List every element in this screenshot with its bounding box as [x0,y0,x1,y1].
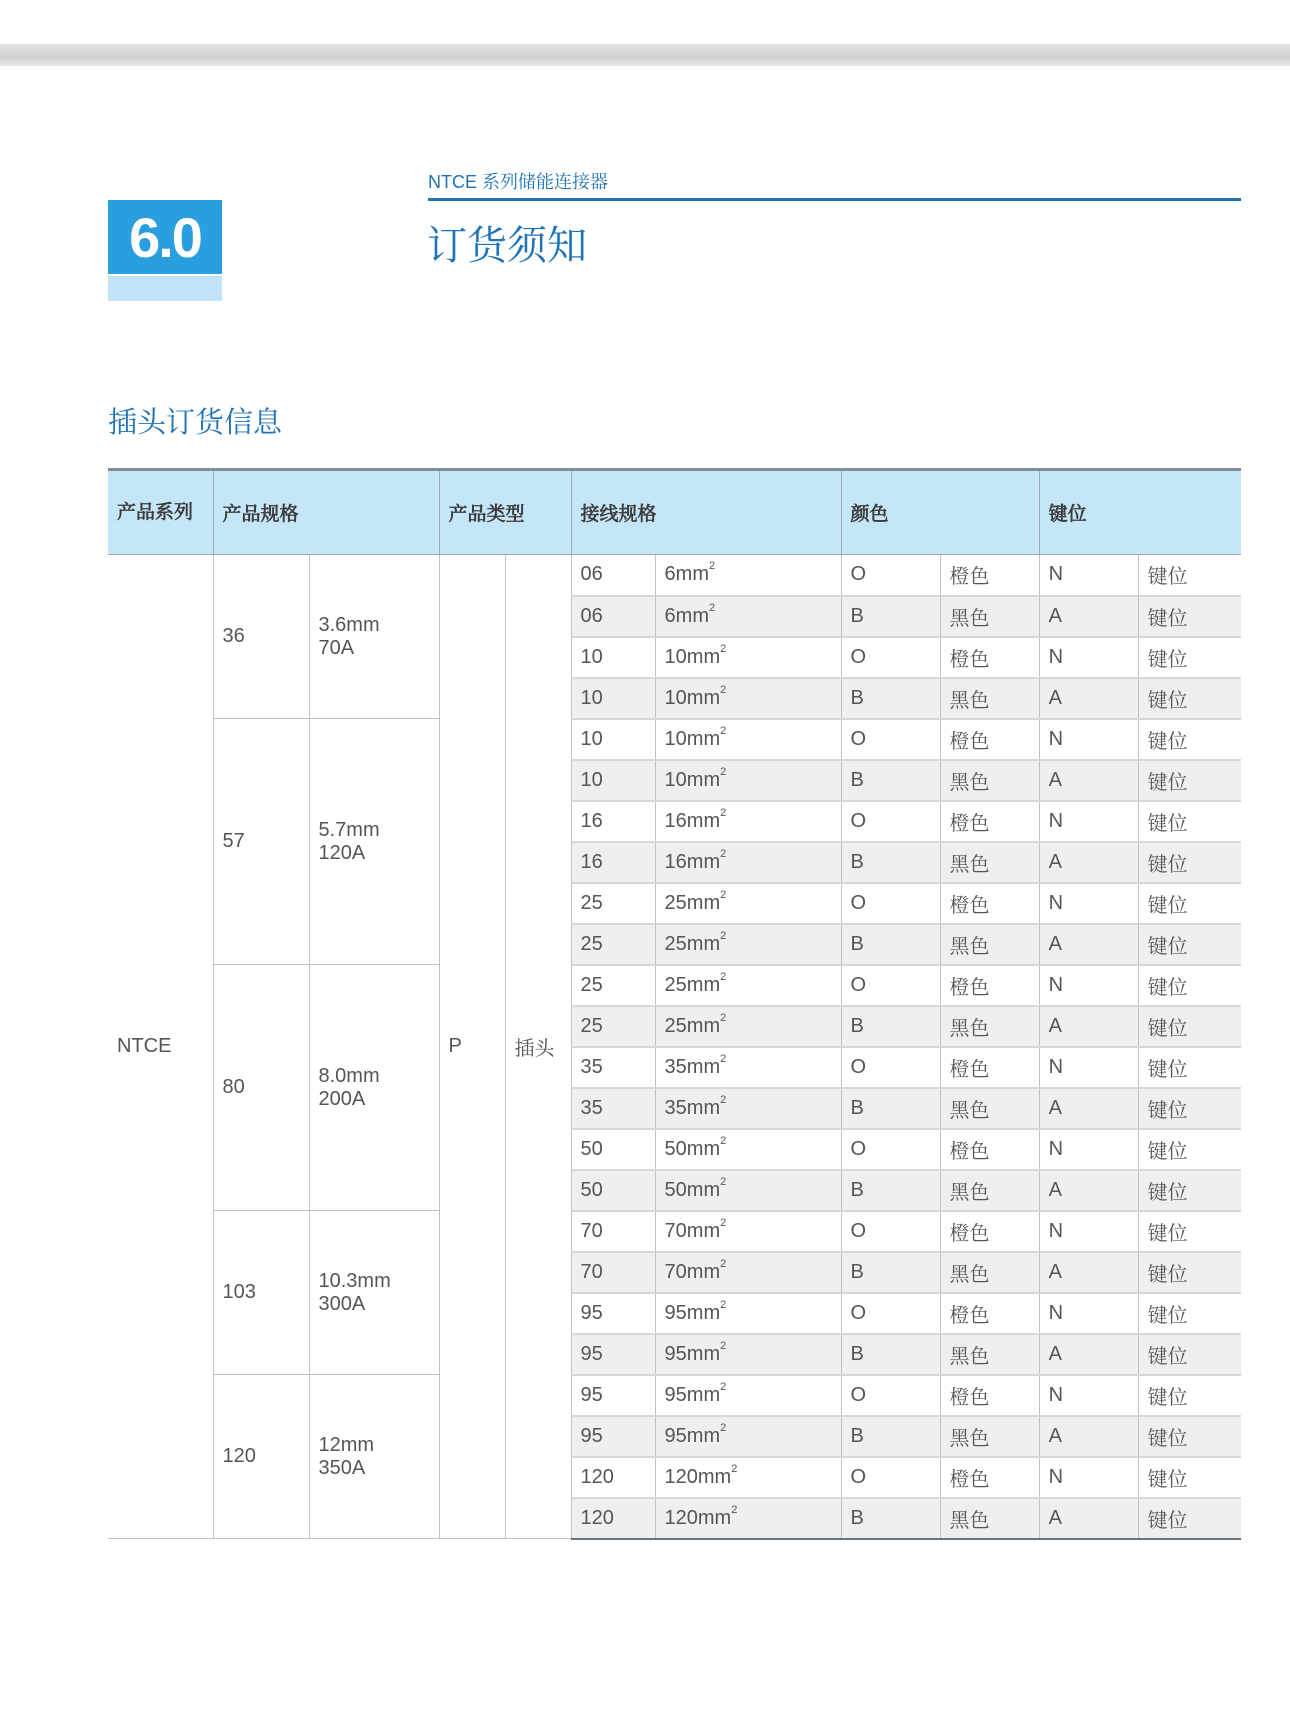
wire-code-cell: 10 [571,637,655,678]
key-code-cell: N [1039,883,1138,924]
key-name-cell: 键位 [1138,760,1241,801]
wire-code-cell: 95 [571,1375,655,1416]
key-code-cell: A [1039,678,1138,719]
badge-accent-strip [108,276,222,301]
key-code-cell: N [1039,1375,1138,1416]
wire-spec-superscript: 2 [720,1298,727,1311]
wire-spec-value: 70mm [664,1260,721,1283]
wire-code-cell: 35 [571,1047,655,1088]
wire-spec-value: 16mm [664,809,721,832]
wire-spec-superscript: 2 [720,1339,727,1352]
wire-code-cell: 120 [571,1498,655,1539]
wire-spec-cell [655,1375,841,1416]
color-name-cell: 橙色 [940,1211,1039,1252]
header-spec: 产品规格 [213,470,439,555]
key-name-cell: 键位 [1138,1334,1241,1375]
wire-spec-superscript: 2 [720,1380,727,1393]
spec-size: 3.6mm [318,613,380,636]
table-row [108,965,1241,1006]
wire-code-cell: 95 [571,1334,655,1375]
table-row [108,555,1241,596]
key-name-cell: 键位 [1138,555,1241,596]
wire-spec-superscript: 2 [720,1175,727,1188]
color-code-cell: B [841,678,940,719]
color-code-cell: B [841,760,940,801]
wire-spec-superscript: 2 [720,806,727,819]
wire-spec-value: 10mm [664,768,721,791]
wire-spec-cell [655,965,841,1006]
table-row [108,719,1241,760]
wire-spec-cell [655,1334,841,1375]
color-code-cell: B [841,1088,940,1129]
key-name-cell: 键位 [1138,596,1241,637]
spec-detail-cell [309,1211,439,1375]
key-code-cell: A [1039,1252,1138,1293]
wire-spec-cell [655,1252,841,1293]
color-code-cell: O [841,637,940,678]
spec-code-cell: 57 [213,719,309,965]
key-code-cell: A [1039,1088,1138,1129]
color-name-cell: 黑色 [940,1170,1039,1211]
color-code-cell: B [841,1334,940,1375]
wire-spec-superscript: 2 [720,888,727,901]
key-code-cell: N [1039,965,1138,1006]
key-name-cell: 键位 [1138,1129,1241,1170]
wire-code-cell: 50 [571,1129,655,1170]
key-name-cell: 键位 [1138,1457,1241,1498]
spec-detail-cell [309,1375,439,1539]
wire-code-cell: 25 [571,1006,655,1047]
key-code-cell: A [1039,1006,1138,1047]
key-name-cell: 键位 [1138,1252,1241,1293]
key-code-cell: N [1039,1129,1138,1170]
wire-code-cell: 06 [571,596,655,637]
wire-spec-cell [655,760,841,801]
wire-spec-superscript: 2 [731,1503,738,1516]
key-name-cell: 键位 [1138,678,1241,719]
wire-spec-cell [655,555,841,596]
series-cell: NTCE [108,555,213,1539]
color-name-cell: 橙色 [940,1047,1039,1088]
color-name-cell: 黑色 [940,1416,1039,1457]
wire-spec-superscript: 2 [720,1011,727,1024]
color-code-cell: O [841,883,940,924]
wire-code-cell: 95 [571,1293,655,1334]
spec-code-cell: 103 [213,1211,309,1375]
key-code-cell: N [1039,1293,1138,1334]
color-code-cell: B [841,1498,940,1539]
wire-code-cell: 10 [571,719,655,760]
color-name-cell: 黑色 [940,678,1039,719]
wire-spec-superscript: 2 [720,724,727,737]
spec-size: 12mm [318,1433,375,1456]
color-code-cell: O [841,965,940,1006]
color-code-cell: B [841,596,940,637]
wire-spec-value: 25mm [664,891,721,914]
wire-spec-value: 10mm [664,645,721,668]
color-code-cell: B [841,924,940,965]
wire-spec-cell [655,1457,841,1498]
section-title: 插头订货信息 [108,407,283,439]
wire-code-cell: 35 [571,1088,655,1129]
color-code-cell: O [841,801,940,842]
wire-code-cell: 10 [571,678,655,719]
color-name-cell: 橙色 [940,1129,1039,1170]
color-name-cell: 橙色 [940,1293,1039,1334]
color-name-cell: 橙色 [940,637,1039,678]
wire-spec-cell [655,842,841,883]
spec-detail-cell [309,555,439,719]
wire-code-cell: 120 [571,1457,655,1498]
color-code-cell: O [841,1293,940,1334]
color-name-cell: 黑色 [940,842,1039,883]
wire-spec-cell [655,1047,841,1088]
color-name-cell: 橙色 [940,801,1039,842]
header-wire: 接线规格 [571,470,841,555]
wire-spec-value: 10mm [664,727,721,750]
wire-spec-cell [655,637,841,678]
wire-spec-value: 50mm [664,1137,721,1160]
spec-detail-cell [309,965,439,1211]
color-name-cell: 黑色 [940,760,1039,801]
color-name-cell: 橙色 [940,965,1039,1006]
wire-spec-superscript: 2 [720,1257,727,1270]
wire-spec-value: 95mm [664,1301,721,1324]
wire-spec-cell [655,883,841,924]
page-title: 订货须知 [427,224,587,268]
wire-spec-superscript: 2 [720,765,727,778]
wire-spec-superscript: 2 [720,642,727,655]
key-code-cell: N [1039,801,1138,842]
wire-spec-superscript: 2 [720,970,727,983]
header-series: 产品系列 [108,470,213,555]
key-name-cell: 键位 [1138,719,1241,760]
wire-spec-cell [655,924,841,965]
color-code-cell: O [841,555,940,596]
wire-spec-value: 35mm [664,1096,721,1119]
section-number-badge: 6.0 [108,200,222,274]
wire-code-cell: 70 [571,1211,655,1252]
spec-code-cell: 120 [213,1375,309,1539]
color-name-cell: 橙色 [940,555,1039,596]
color-name-cell: 橙色 [940,719,1039,760]
color-code-cell: O [841,1457,940,1498]
key-code-cell: N [1039,1457,1138,1498]
wire-code-cell: 70 [571,1252,655,1293]
wire-code-cell: 10 [571,760,655,801]
wire-spec-value: 95mm [664,1424,721,1447]
key-code-cell: A [1039,1416,1138,1457]
table-row [108,1375,1241,1416]
wire-spec-value: 6mm [664,563,709,586]
spec-current: 200A [318,1087,366,1110]
key-code-cell: N [1039,555,1138,596]
color-code-cell: O [841,1375,940,1416]
wire-spec-value: 25mm [664,932,721,955]
wire-spec-superscript: 2 [708,560,716,573]
wire-spec-superscript: 2 [720,1134,727,1147]
wire-spec-cell [655,801,841,842]
color-code-cell: O [841,1129,940,1170]
color-name-cell: 橙色 [940,1375,1039,1416]
key-name-cell: 键位 [1138,1498,1241,1539]
key-name-cell: 键位 [1138,924,1241,965]
wire-spec-value: 25mm [664,973,721,996]
wire-code-cell: 50 [571,1170,655,1211]
color-code-cell: B [841,1170,940,1211]
wire-spec-value: 70mm [664,1219,721,1242]
key-name-cell: 键位 [1138,801,1241,842]
wire-spec-superscript: 2 [720,1093,727,1106]
wire-code-cell: 06 [571,555,655,596]
key-name-cell: 键位 [1138,637,1241,678]
color-code-cell: O [841,719,940,760]
wire-spec-cell [655,1416,841,1457]
key-code-cell: A [1039,596,1138,637]
key-name-cell: 键位 [1138,1006,1241,1047]
color-name-cell: 黑色 [940,1252,1039,1293]
wire-code-cell: 25 [571,965,655,1006]
spec-code-cell: 80 [213,965,309,1211]
key-code-cell: N [1039,637,1138,678]
wire-code-cell: 16 [571,842,655,883]
key-code-cell: A [1039,1498,1138,1539]
color-code-cell: B [841,842,940,883]
color-name-cell: 黑色 [940,924,1039,965]
spec-current: 120A [318,841,366,864]
top-edge-bar [0,44,1290,66]
wire-spec-cell [655,1170,841,1211]
key-code-cell: A [1039,924,1138,965]
header-key: 键位 [1039,470,1241,555]
wire-spec-cell [655,1129,841,1170]
color-code-cell: B [841,1416,940,1457]
wire-spec-superscript: 2 [720,1421,727,1434]
wire-spec-cell [655,1006,841,1047]
key-name-cell: 键位 [1138,1293,1241,1334]
catalog-subtitle: NTCE 系列储能连接器 [428,172,608,192]
color-name-cell: 黑色 [940,1088,1039,1129]
wire-spec-value: 120mm [664,1506,732,1529]
wire-spec-cell [655,1088,841,1129]
key-name-cell: 键位 [1138,1375,1241,1416]
wire-spec-value: 6mm [664,604,709,627]
color-name-cell: 黑色 [940,596,1039,637]
wire-spec-cell [655,678,841,719]
wire-spec-cell [655,1498,841,1539]
key-code-cell: N [1039,719,1138,760]
wire-code-cell: 25 [571,924,655,965]
wire-spec-cell [655,1293,841,1334]
wire-code-cell: 95 [571,1416,655,1457]
wire-spec-superscript: 2 [720,1216,727,1229]
key-name-cell: 键位 [1138,1170,1241,1211]
key-code-cell: A [1039,760,1138,801]
key-name-cell: 键位 [1138,1047,1241,1088]
key-name-cell: 键位 [1138,965,1241,1006]
key-code-cell: N [1039,1211,1138,1252]
spec-current: 70A [318,636,355,659]
wire-code-cell: 25 [571,883,655,924]
wire-spec-cell [655,719,841,760]
key-code-cell: A [1039,1334,1138,1375]
color-code-cell: B [841,1006,940,1047]
color-code-cell: O [841,1047,940,1088]
key-code-cell: A [1039,1170,1138,1211]
wire-spec-superscript: 2 [720,929,727,942]
wire-spec-superscript: 2 [720,1052,727,1065]
wire-spec-value: 25mm [664,1014,721,1037]
wire-spec-value: 95mm [664,1342,721,1365]
wire-spec-value: 50mm [664,1178,721,1201]
key-code-cell: A [1039,842,1138,883]
spec-code-cell: 36 [213,555,309,719]
wire-spec-value: 16mm [664,850,721,873]
spec-current: 350A [318,1456,366,1479]
wire-spec-value: 10mm [664,686,721,709]
key-name-cell: 键位 [1138,1088,1241,1129]
wire-code-cell: 16 [571,801,655,842]
key-name-cell: 键位 [1138,1416,1241,1457]
plug-order-table [108,468,1241,1540]
wire-spec-superscript: 2 [731,1462,738,1475]
spec-current: 300A [318,1292,366,1315]
wire-spec-superscript: 2 [720,847,727,860]
header-color: 颜色 [841,470,1039,555]
color-name-cell: 黑色 [940,1006,1039,1047]
spec-size: 8.0mm [318,1064,380,1087]
type-code-cell: P [439,555,505,1539]
color-name-cell: 黑色 [940,1334,1039,1375]
color-code-cell: O [841,1211,940,1252]
key-code-cell: N [1039,1047,1138,1088]
header-type: 产品类型 [439,470,571,555]
type-name-cell: 插头 [505,555,571,1539]
wire-spec-cell [655,1211,841,1252]
key-name-cell: 键位 [1138,1211,1241,1252]
color-name-cell: 橙色 [940,1457,1039,1498]
key-name-cell: 键位 [1138,842,1241,883]
wire-spec-value: 120mm [664,1465,732,1488]
wire-spec-value: 35mm [664,1055,721,1078]
table-row [108,1211,1241,1252]
wire-spec-value: 95mm [664,1383,721,1406]
spec-size: 5.7mm [318,818,380,841]
header-rule [428,198,1241,201]
spec-size: 10.3mm [318,1269,391,1292]
color-code-cell: B [841,1252,940,1293]
spec-detail-cell [309,719,439,965]
key-name-cell: 键位 [1138,883,1241,924]
wire-spec-superscript: 2 [720,683,727,696]
wire-spec-cell [655,596,841,637]
color-name-cell: 橙色 [940,883,1039,924]
wire-spec-superscript: 2 [708,601,716,614]
color-name-cell: 黑色 [940,1498,1039,1539]
table-header-row [108,470,1241,555]
